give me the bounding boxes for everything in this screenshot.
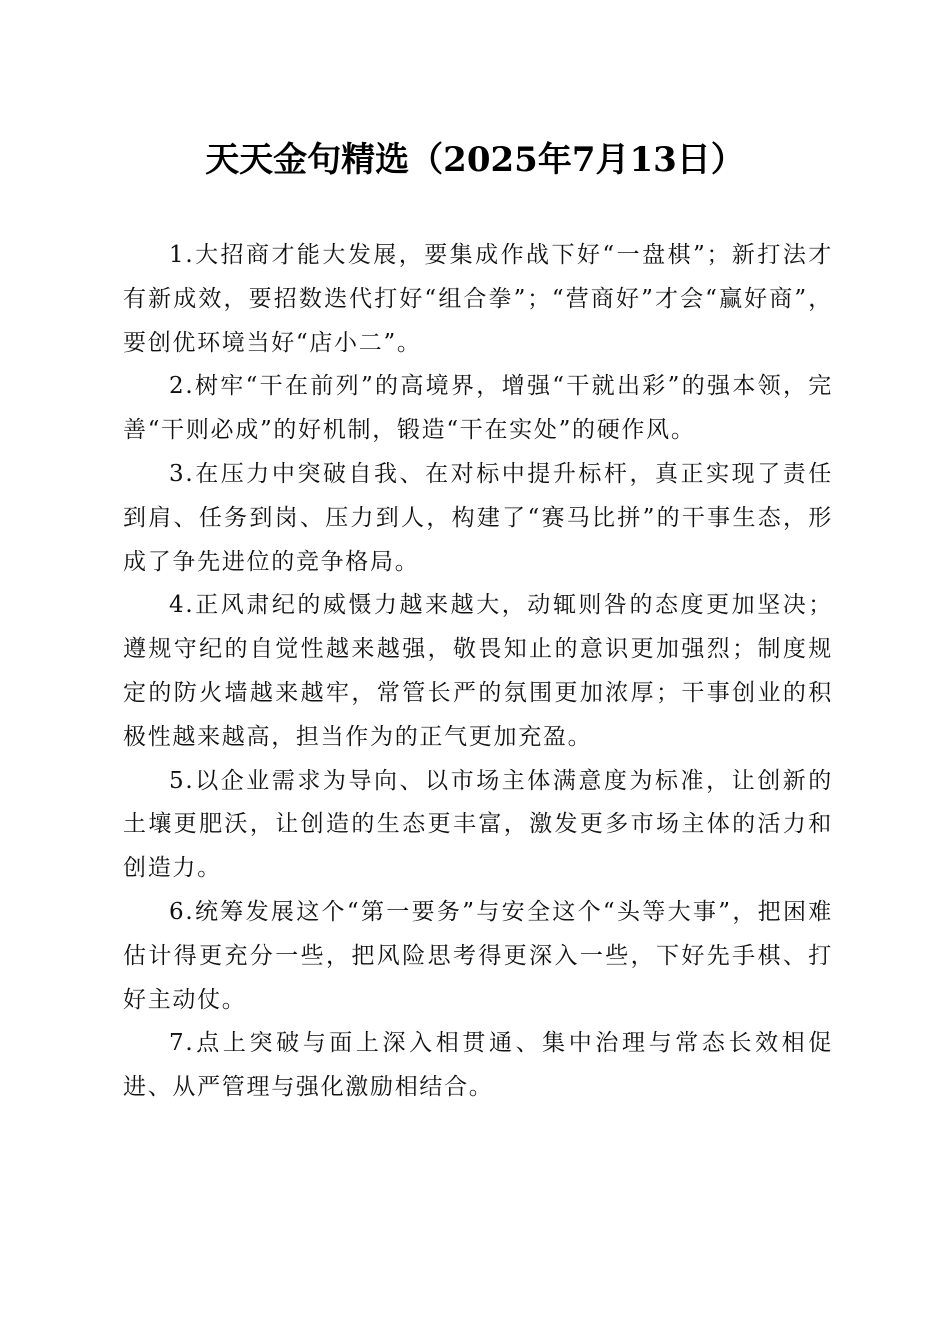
quote-paragraph-1: 1.大招商才能大发展，要集成作战下好“一盘棋”；新打法才有新成效，要招数迭代打好“组合拳”；“营商好”才会“赢好商”，要创优环境当好“店小二”。 <box>123 242 833 356</box>
quote-paragraph-7: 7.点上突破与面上深入相贯通、集中治理与常态长效相促进、从严管理与强化激励相结合。 <box>123 1030 833 1101</box>
quote-paragraph-6: 6.统筹发展这个“第一要务”与安全这个“头等大事”，把困难估计得更充分一些，把风险思考得更深入一些，下好先手棋、打好主动仗。 <box>123 898 833 1013</box>
document-body <box>123 234 833 1110</box>
quote-paragraph-4: 4.正风肃纪的威慑力越来越大，动辄则咎的态度更加坚决；遵规守纪的自觉性越来越强，敬畏知止的意识更加强烈；制度规定的防火墙越来越牢，常管长严的氛围更加浓厚；干事创业的积极性越来越高，担当作为的正气更加充盈。 <box>123 592 833 750</box>
quote-paragraph-2: 2.树牢“干在前列”的高境界，增强“干就出彩”的强本领，完善“干则必成”的好机制，锻造“干在实处”的硬作风。 <box>123 373 833 444</box>
document-title: 天天金句精选（2025年7月13日） <box>205 140 745 180</box>
quote-paragraph-3: 3.在压力中突破自我、在对标中提升标杆，真正实现了责任到肩、任务到岗、压力到人，构建了“赛马比拼”的干事生态，形成了争先进位的竞争格局。 <box>123 460 833 575</box>
quote-paragraph-5: 5.以企业需求为导向、以市场主体满意度为标准，让创新的土壤更肥沃，让创造的生态更丰富，激发更多市场主体的活力和创造力。 <box>123 767 833 882</box>
